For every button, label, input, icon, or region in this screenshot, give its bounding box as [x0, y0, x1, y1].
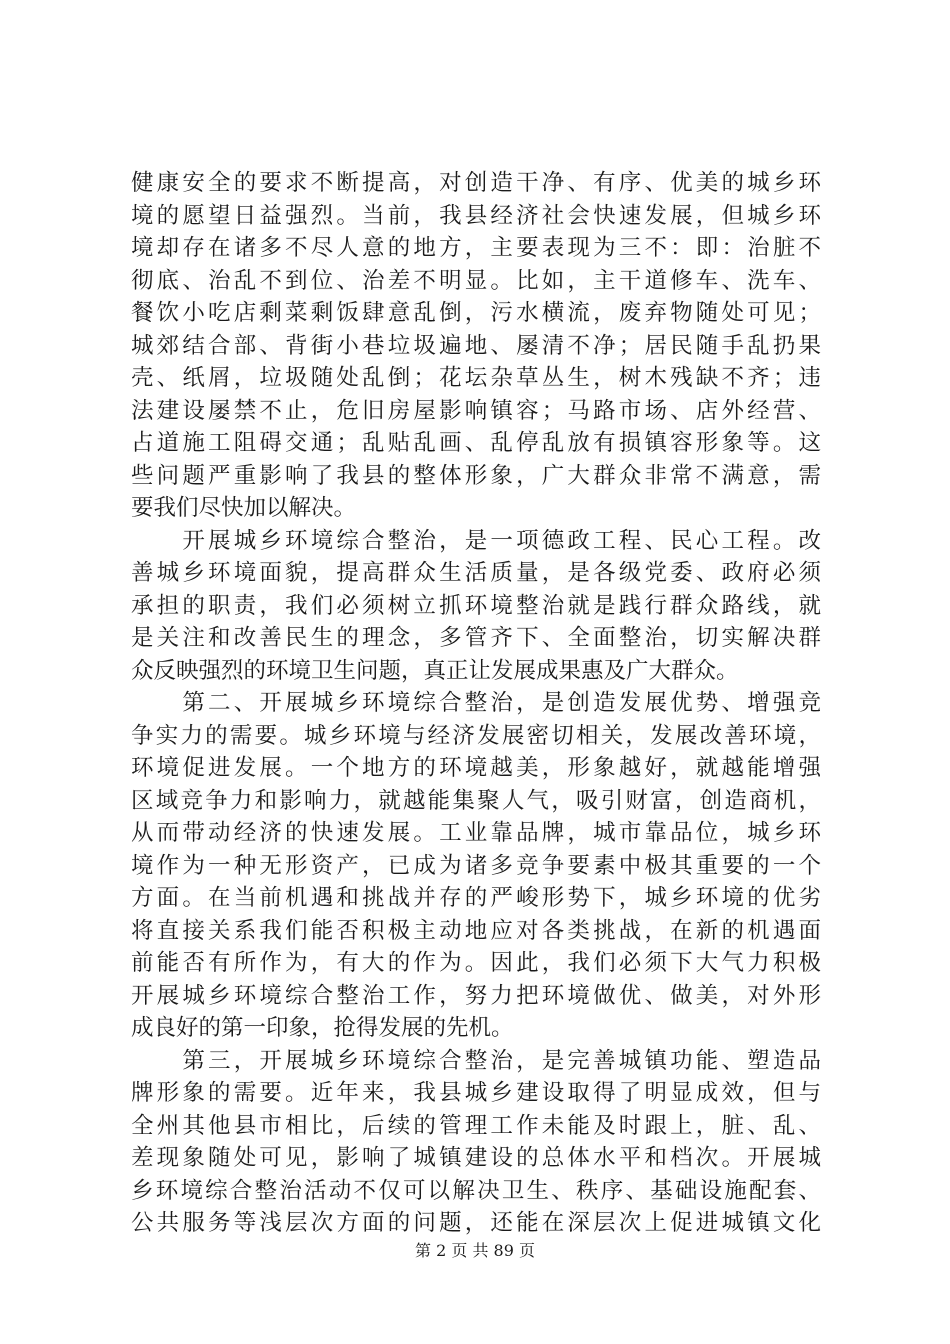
text-line: 争实力的需要。城乡环境与经济发展密切相关，发展改善环境， [131, 722, 821, 749]
text-line: 成良好的第一印象，抢得发展的先机。 [131, 1015, 514, 1041]
text-line: 餐饮小吃店剩菜剩饭肆意乱倒，污水横流，废弃物随处可见； [131, 300, 821, 326]
text-line: 方面。在当前机遇和挑战并存的严峻形势下，城乡环境的优劣 [131, 885, 821, 911]
page-footer: 第 2 页 共 89 页 [415, 1241, 535, 1260]
text-line: 第二、开展城乡环境综合整治，是创造发展优势、增强竞 [131, 690, 821, 716]
text-line: 环境促进发展。一个地方的环境越美，形象越好，就越能增强 [131, 755, 821, 781]
text-line: 城郊结合部、背街小巷垃圾遍地、屡清不净；居民随手乱扔果 [131, 332, 821, 359]
text-line: 健康安全的要求不断提高，对创造干净、有序、优美的城乡环 [131, 170, 821, 196]
text-line: 要我们尽快加以解决。 [131, 495, 357, 521]
text-line: 将直接关系我们能否积极主动地应对各类挑战，在新的机遇面 [131, 917, 821, 944]
text-line: 善城乡环境面貌，提高群众生活质量，是各级党委、政府必须 [131, 560, 821, 586]
text-line: 法建设屡禁不止，危旧房屋影响镇容；马路市场、店外经营、 [131, 397, 821, 424]
text-line: 区域竞争力和影响力，就越能集聚人气，吸引财富，创造商机， [131, 787, 821, 814]
text-line: 众反映强烈的环境卫生问题，真正让发展成果惠及广大群众。 [131, 657, 739, 684]
text-line: 前能否有所作为，有大的作为。因此，我们必须下大气力积极 [131, 950, 821, 976]
text-line: 乡环境综合整治活动不仅可以解决卫生、秩序、基础设施配套、 [131, 1177, 821, 1204]
text-line: 彻底、治乱不到位、治差不明显。比如，主干道修车、洗车、 [131, 267, 821, 294]
text-line: 开展城乡环境综合整治工作，努力把环境做优、做美，对外形 [131, 982, 821, 1009]
text-line: 全州其他县市相比，后续的管理工作未能及时跟上，脏、乱、 [131, 1112, 821, 1139]
text-line: 牌形象的需要。近年来，我县城乡建设取得了明显成效，但与 [131, 1080, 821, 1106]
text-line: 公共服务等浅层次方面的问题，还能在深层次上促进城镇文化 [131, 1210, 821, 1236]
text-line: 从而带动经济的快速发展。工业靠品牌，城市靠品位，城乡环 [131, 820, 821, 846]
text-line: 壳、纸屑，垃圾随处乱倒；花坛杂草丛生，树木残缺不齐；违 [131, 365, 821, 391]
text-line: 境的愿望日益强烈。当前，我县经济社会快速发展，但城乡环 [131, 202, 821, 229]
body-text [131, 167, 821, 1240]
text-line: 开展城乡环境综合整治，是一项德政工程、民心工程。改 [131, 527, 821, 554]
text-line: 是关注和改善民生的理念，多管齐下、全面整治，切实解决群 [131, 625, 821, 651]
text-line: 境作为一种无形资产，已成为诸多竞争要素中极其重要的一个 [131, 852, 821, 879]
text-line: 境却存在诸多不尽人意的地方，主要表现为三不：即：治脏不 [131, 235, 821, 261]
text-line: 占道施工阻碍交通；乱贴乱画、乱停乱放有损镇容形象等。这 [131, 430, 821, 456]
text-line: 差现象随处可见，影响了城镇建设的总体水平和档次。开展城 [131, 1145, 821, 1171]
text-line: 承担的职责，我们必须树立抓环境整治就是践行群众路线，就 [131, 592, 821, 619]
text-line: 第三，开展城乡环境综合整治，是完善城镇功能、塑造品 [131, 1047, 821, 1074]
text-line: 些问题严重影响了我县的整体形象，广大群众非常不满意，需 [131, 462, 821, 489]
